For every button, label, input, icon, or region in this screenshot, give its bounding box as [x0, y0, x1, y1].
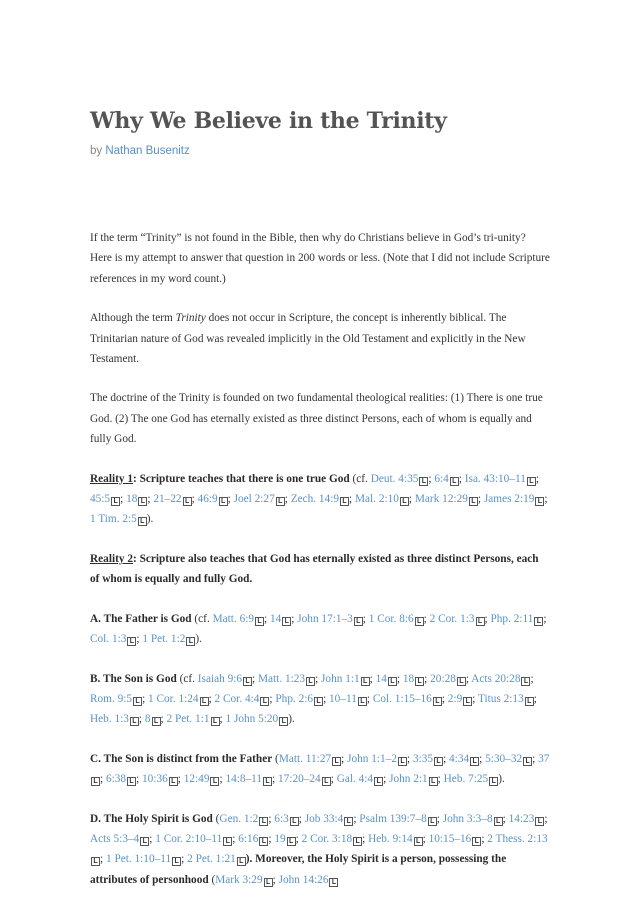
ref-separator: ; [268, 832, 275, 845]
external-link-icon[interactable]: L [133, 697, 142, 706]
ref-separator: ; [269, 692, 276, 705]
scripture-ref-link[interactable]: Heb. 7:25 [443, 773, 489, 786]
external-link-icon[interactable]: L [314, 697, 323, 706]
external-link-icon[interactable]: L [340, 497, 349, 506]
scripture-ref-link[interactable]: Heb. 1:3 [90, 713, 129, 726]
scripture-ref-link[interactable]: Psalm 139:7–8 [359, 812, 427, 825]
section-a-heading: A. The Father is God [90, 612, 192, 625]
author-link[interactable]: Nathan Busenitz [105, 145, 190, 157]
ref-separator: ; [208, 692, 215, 705]
scripture-ref-link[interactable]: John 1:1–2 [347, 752, 397, 765]
ref-separator: ; [264, 612, 270, 625]
scripture-ref-link[interactable]: 2 Pet. 1:1 [166, 713, 210, 726]
byline-prefix: by [90, 145, 103, 157]
ref-separator: ; [349, 493, 355, 506]
section-c-open: ( [272, 752, 279, 765]
scripture-ref-link[interactable]: 12:49 [183, 773, 210, 786]
intro-paragraph-2 [90, 308, 550, 369]
scripture-ref-link[interactable]: 2 Cor. 3:18 [301, 832, 353, 845]
ref-separator: ; [472, 692, 478, 705]
scripture-ref-link[interactable]: Php. 2:11 [490, 612, 534, 625]
external-link-icon[interactable]: L [534, 617, 543, 626]
external-link-icon[interactable]: L [476, 617, 485, 626]
ref-separator: ; [341, 752, 348, 765]
ref-separator: ; [177, 773, 184, 786]
section-a-open: (cf. [191, 612, 213, 625]
scripture-ref-link[interactable]: 2 Pet. 1:21 [187, 853, 236, 866]
p2-emphasis: Trinity [175, 312, 206, 325]
scripture-ref-link[interactable]: Mal. 2:10 [354, 493, 399, 506]
external-link-icon[interactable]: L [535, 817, 544, 826]
section-b-close: ). [288, 713, 295, 726]
external-link-icon[interactable]: L [91, 857, 100, 866]
scripture-ref-link[interactable]: 2 Thess. 2:13 [487, 832, 548, 845]
external-link-icon[interactable]: L [414, 837, 423, 846]
scripture-ref-link[interactable]: 4:34 [449, 752, 470, 765]
external-link-icon[interactable]: L [264, 878, 273, 887]
ref-separator: ; [136, 633, 143, 646]
ref-separator: ; [252, 672, 258, 685]
section-d-refs2-open: ( [208, 873, 216, 886]
external-link-icon[interactable]: L [259, 837, 268, 846]
external-link-icon[interactable]: L [433, 697, 442, 706]
scripture-ref-link[interactable]: Matt. 1:23 [257, 672, 306, 685]
ref-separator: ; [232, 832, 239, 845]
section-b-heading: B. The Son is God [90, 672, 177, 685]
byline [90, 145, 190, 157]
intro-paragraph-1: If the term “Trinity” is not found in the Bible, then why do Christians believe in God’s tri-unity? Here is my attempt to answer that question in 200 words or less. (Note that I did not include Scripture references in my word count.) [90, 232, 550, 285]
ref-separator: ; [481, 832, 488, 845]
reality-1-label: Reality 1 [90, 472, 133, 485]
ref-separator: ; [323, 692, 330, 705]
ref-separator: ; [408, 493, 415, 506]
external-link-icon[interactable]: L [111, 497, 120, 506]
external-link-icon[interactable]: L [237, 857, 246, 866]
external-link-icon[interactable]: L [523, 757, 532, 766]
external-link-icon[interactable]: L [282, 617, 291, 626]
section-a-close: ). [195, 633, 202, 646]
scripture-ref-link[interactable]: 3:35 [412, 752, 434, 765]
external-link-icon[interactable]: L [322, 777, 331, 786]
scripture-ref-link[interactable]: Deut. 4:35 [370, 472, 419, 485]
ref-separator: ; [353, 812, 360, 825]
reality-1-paragraph [90, 469, 550, 530]
ref-separator: ; [315, 672, 322, 685]
external-link-icon[interactable]: L [415, 617, 424, 626]
reality-1-close: ). [146, 513, 154, 526]
external-link-icon[interactable]: L [140, 837, 149, 846]
scripture-ref-link[interactable]: 2 Cor. 4:4 [214, 692, 260, 705]
ref-separator: ; [424, 672, 431, 685]
external-link-icon[interactable]: L [91, 777, 100, 786]
scripture-ref-link[interactable]: Heb. 9:14 [368, 832, 413, 845]
section-b-paragraph [90, 669, 550, 730]
external-link-icon[interactable]: L [279, 717, 288, 726]
external-link-icon[interactable]: L [287, 837, 296, 846]
scripture-ref-link[interactable]: Acts 20:28 [471, 672, 521, 685]
external-link-icon[interactable]: L [169, 777, 178, 786]
external-link-icon[interactable]: L [450, 477, 459, 486]
ref-separator: ; [362, 612, 369, 625]
scripture-ref-link[interactable]: Col. 1:3 [90, 633, 127, 646]
external-link-icon[interactable]: L [260, 697, 269, 706]
external-link-icon[interactable]: L [276, 497, 285, 506]
section-d-open: ( [212, 812, 220, 825]
external-link-icon[interactable]: L [200, 697, 209, 706]
external-link-icon[interactable]: L [211, 717, 220, 726]
ref-separator: ; [441, 692, 448, 705]
scripture-ref-link[interactable]: 1 Pet. 1:10–11 [105, 853, 172, 866]
ref-separator: ; [465, 672, 472, 685]
p2-after: does not occur in Scripture, the concept is inherently biblical. The Trinitarian nature of God was revealed implicitly in the Old Testament and explicitly in the New Testament. [90, 312, 526, 366]
ref-separator: ; [298, 812, 305, 825]
scripture-ref-link[interactable]: 2 Cor. 1:3 [429, 612, 475, 625]
reality-2-heading: : Scripture also teaches that God has eternally existed as three distinct Persons, each of whom is equally and fully God. [90, 552, 539, 586]
scripture-ref-link[interactable]: Matt. 6:9 [212, 612, 255, 625]
page-title: Why We Believe in the Trinity [90, 108, 447, 134]
scripture-ref-link[interactable]: Titus 2:13 [478, 692, 524, 705]
scripture-ref-link[interactable]: Acts 5:3–4 [90, 832, 140, 845]
scripture-ref-link[interactable]: Mark 12:29 [414, 493, 468, 506]
scripture-ref-link[interactable]: 18 [126, 493, 138, 506]
scripture-ref-link[interactable]: Gen. 1:2 [219, 812, 259, 825]
section-d-refs-2 [215, 874, 338, 886]
reality-2-label: Reality 2 [90, 552, 133, 565]
scripture-ref-link[interactable]: 6:38 [105, 773, 127, 786]
scripture-ref-link[interactable]: Matt. 11:27 [278, 752, 332, 765]
external-link-icon[interactable]: L [434, 757, 443, 766]
external-link-icon[interactable]: L [354, 617, 363, 626]
external-link-icon[interactable]: L [329, 878, 338, 887]
external-link-icon[interactable]: L [535, 497, 544, 506]
external-link-icon[interactable]: L [400, 497, 409, 506]
scripture-ref-link[interactable]: 1 Cor. 8:6 [368, 612, 414, 625]
scripture-ref-link[interactable]: Joel 2:27 [233, 493, 275, 506]
ref-separator: ; [535, 472, 540, 485]
ref-separator: ; [428, 472, 435, 485]
external-link-icon[interactable]: L [398, 757, 407, 766]
scripture-ref-link[interactable]: Php. 2:6 [275, 692, 314, 705]
scripture-ref-link[interactable]: 45:5 [90, 493, 111, 506]
ref-separator: ; [362, 832, 369, 845]
external-link-icon[interactable]: L [127, 777, 136, 786]
ref-separator: ; [484, 612, 491, 625]
scripture-ref-link[interactable]: 5:30–32 [485, 752, 523, 765]
ref-separator: ; [423, 612, 430, 625]
scripture-ref-link[interactable]: 10:15–16 [428, 832, 472, 845]
reality-2-paragraph [90, 549, 550, 590]
external-link-icon[interactable]: L [183, 497, 192, 506]
scripture-ref-link[interactable]: 14:8–11 [225, 773, 263, 786]
scripture-ref-link[interactable]: 1 Pet. 1:2 [142, 633, 186, 646]
scripture-ref-link[interactable]: John 2:1 [389, 773, 428, 786]
external-link-icon[interactable]: L [223, 837, 232, 846]
section-d-heading: D. The Holy Spirit is God [90, 812, 213, 825]
external-link-icon[interactable]: L [172, 857, 181, 866]
external-link-icon[interactable]: L [428, 817, 437, 826]
scripture-ref-link[interactable]: Isa. 43:10–11 [464, 472, 526, 485]
ref-separator: ; [181, 853, 188, 866]
scripture-ref-link[interactable]: 1 Cor. 1:24 [148, 692, 199, 705]
scripture-ref-link[interactable]: John 1:1 [321, 672, 360, 685]
scripture-ref-link[interactable]: 1 Cor. 2:10–11 [155, 832, 223, 845]
external-link-icon[interactable]: L [344, 817, 353, 826]
ref-separator: ; [366, 692, 373, 705]
ref-separator: ; [295, 832, 302, 845]
scripture-ref-link[interactable]: 18 [402, 672, 415, 685]
ref-separator: ; [142, 692, 149, 705]
external-link-icon[interactable]: L [332, 757, 341, 766]
external-link-icon[interactable]: L [469, 497, 478, 506]
scripture-ref-link[interactable]: 10:36 [142, 773, 168, 786]
external-link-icon[interactable]: L [429, 777, 438, 786]
section-c-close: ). [498, 773, 505, 786]
ref-separator: ; [160, 713, 167, 726]
ref-separator: ; [436, 812, 443, 825]
ref-separator: ; [191, 493, 198, 506]
scripture-ref-link[interactable]: 14 [269, 612, 282, 625]
external-link-icon[interactable]: L [186, 637, 195, 646]
ref-separator: ; [100, 853, 106, 866]
ref-separator: ; [458, 472, 465, 485]
scripture-ref-link[interactable]: 1 John 5:20 [225, 713, 279, 726]
scripture-ref-link[interactable]: 14 [375, 672, 387, 685]
scripture-ref-link[interactable]: 10–11 [329, 692, 357, 705]
ref-separator: ; [443, 752, 450, 765]
external-link-icon[interactable]: L [130, 717, 139, 726]
ref-separator: ; [543, 612, 547, 625]
intro-paragraph-3: The doctrine of the Trinity is founded on two fundamental theological realities: (1) There is one true God. (2) The one God has eternally existed as three distinct Persons, each of whom is equally and fully God. [90, 392, 543, 446]
reality-1-heading: : Scripture teaches that there is one true God [132, 472, 350, 485]
scripture-ref-link[interactable]: 6:3 [274, 812, 289, 825]
ref-separator: ; [138, 713, 145, 726]
external-link-icon[interactable]: L [472, 837, 481, 846]
ref-separator: ; [291, 612, 298, 625]
ref-separator: ; [407, 752, 413, 765]
ref-separator: ; [477, 493, 484, 506]
reality-1-open: (cf. [349, 472, 371, 485]
external-link-icon[interactable]: L [306, 677, 315, 686]
ref-separator: ; [284, 493, 291, 506]
section-c-paragraph [90, 749, 550, 790]
section-d-paragraph [90, 809, 550, 891]
section-a-paragraph [90, 609, 550, 650]
ref-separator: ; [530, 672, 534, 685]
ref-separator: ; [272, 873, 279, 886]
external-link-icon[interactable]: L [138, 497, 147, 506]
ref-separator: ; [100, 773, 106, 786]
external-link-icon[interactable]: L [210, 777, 219, 786]
external-link-icon[interactable]: L [219, 497, 228, 506]
ref-separator: ; [268, 812, 275, 825]
external-link-icon[interactable]: L [358, 697, 367, 706]
scripture-ref-link[interactable]: 20:28 [430, 672, 456, 685]
external-link-icon[interactable]: L [415, 677, 424, 686]
ref-separator: ; [383, 773, 390, 786]
article-body [90, 228, 550, 909]
ref-separator: ; [544, 493, 548, 506]
external-link-icon[interactable]: L [152, 717, 161, 726]
ref-separator: ; [227, 493, 234, 506]
external-link-icon[interactable]: L [489, 777, 498, 786]
ref-separator: ; [479, 752, 486, 765]
ref-separator: ; [544, 812, 548, 825]
scripture-ref-link[interactable]: 2:9 [447, 692, 463, 705]
scripture-ref-link[interactable]: 17:20–24 [278, 773, 321, 786]
scripture-ref-link[interactable]: 1 Tim. 2:5 [90, 513, 137, 526]
external-link-icon[interactable]: L [374, 777, 383, 786]
external-link-icon[interactable]: L [457, 677, 466, 686]
scripture-ref-link[interactable]: James 2:19 [483, 493, 535, 506]
ref-separator: ; [532, 752, 539, 765]
external-link-icon[interactable]: L [127, 637, 136, 646]
external-link-icon[interactable]: L [255, 617, 264, 626]
scripture-ref-link[interactable]: 6:4 [434, 472, 449, 485]
external-link-icon[interactable]: L [494, 817, 503, 826]
external-link-icon[interactable]: L [290, 817, 299, 826]
external-link-icon[interactable]: L [263, 777, 272, 786]
section-d-mid: ). Moreover, the Holy Spirit is a person, possessing the attributes of personhood [90, 853, 507, 886]
ref-separator: ; [502, 812, 509, 825]
scripture-ref-link[interactable]: 37 [538, 752, 550, 765]
scripture-ref-link[interactable]: John 14:26 [278, 873, 329, 886]
ref-separator: ; [396, 672, 403, 685]
ref-separator: ; [219, 713, 226, 726]
scripture-ref-link[interactable]: 21–22 [153, 493, 182, 506]
p2-before: Although the term [90, 312, 176, 325]
scripture-ref-link[interactable]: Mark 3:29 [215, 873, 263, 886]
external-link-icon[interactable]: L [527, 477, 536, 486]
ref-separator: ; [149, 832, 156, 845]
ref-separator: ; [330, 773, 337, 786]
ref-separator: ; [422, 832, 429, 845]
section-b-open: (cf. [176, 672, 198, 685]
external-link-icon[interactable]: L [138, 517, 147, 526]
external-link-icon[interactable]: L [243, 677, 252, 686]
scripture-ref-link[interactable]: Job 33:4 [304, 812, 344, 825]
ref-separator: ; [120, 493, 127, 506]
ref-separator: ; [147, 493, 154, 506]
scripture-ref-link[interactable]: 46:9 [197, 493, 218, 506]
external-link-icon[interactable]: L [463, 697, 472, 706]
scripture-ref-link[interactable]: 6:16 [238, 832, 259, 845]
ref-separator: ; [272, 773, 279, 786]
scripture-ref-link[interactable]: Isaiah 9:6 [197, 672, 243, 685]
ref-separator: ; [369, 672, 376, 685]
ref-separator: ; [533, 692, 537, 705]
external-link-icon[interactable]: L [525, 697, 534, 706]
external-link-icon[interactable]: L [361, 677, 370, 686]
ref-separator: ; [219, 773, 226, 786]
external-link-icon[interactable]: L [521, 677, 530, 686]
scripture-ref-link[interactable]: Rom. 9:5 [90, 692, 133, 705]
scripture-ref-link[interactable]: 19 [274, 832, 286, 845]
scripture-ref-link[interactable]: Col. 1:15–16 [372, 692, 432, 705]
ref-separator: ; [136, 773, 143, 786]
external-link-icon[interactable]: L [388, 677, 397, 686]
section-c-heading: C. The Son is distinct from the Father [90, 752, 273, 765]
scripture-ref-link[interactable]: Gal. 4:4 [336, 773, 374, 786]
scripture-ref-link[interactable]: Zech. 14:9 [290, 493, 339, 506]
external-link-icon[interactable]: L [470, 757, 479, 766]
scripture-ref-link[interactable]: John 3:3–8 [442, 812, 493, 825]
ref-separator: ; [437, 773, 444, 786]
external-link-icon[interactable]: L [259, 817, 268, 826]
scripture-ref-link[interactable]: 14:23 [508, 812, 535, 825]
scripture-ref-link[interactable]: John 17:1–3 [297, 612, 353, 625]
external-link-icon[interactable]: L [353, 837, 362, 846]
scripture-ref-link[interactable]: 8 [144, 713, 151, 726]
external-link-icon[interactable]: L [419, 477, 428, 486]
